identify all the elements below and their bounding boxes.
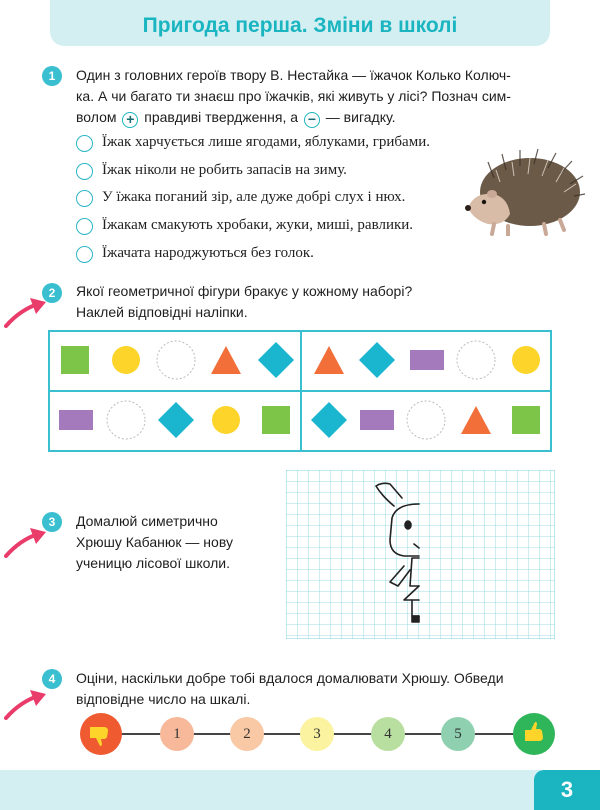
blue-diamond [258,342,294,378]
task2-line1: Якої геометричної фігури бракує у кожному наборі? [76,283,413,299]
thumbs-up-icon[interactable] [513,713,555,755]
task1-line3-a: волом [76,109,117,125]
orange-triangle [314,346,344,374]
statement-3-text: У їжака поганий зір, але дуже добрі слух і нюх. [102,189,406,205]
task3-line2: Хрюшу Кабанюк — нову [76,534,233,550]
task1-line3-b: правдиві твердження, а [144,109,299,125]
task3-line1: Домалюй симетрично [76,513,218,529]
green-square [262,406,290,434]
blue-diamond [158,402,194,438]
task2-line2: Наклей відповідні наліпки. [76,304,248,320]
rating-option-3[interactable]: 3 [300,717,334,751]
task2-instructions [76,281,496,323]
task4-instructions [76,668,556,710]
task1-line1: Один з головних героїв твору В. Нестайка — їжачок Колько Колюч- [76,67,511,83]
task-number-3: 3 [42,512,62,532]
rating-option-2[interactable]: 2 [230,717,264,751]
drawing-grid[interactable] [286,470,555,639]
rating-option-5[interactable]: 5 [441,717,475,751]
task4-line1: Оціни, наскільки добре тобі вдалося домалювати Хрюшу. Обведи [76,670,504,686]
missing-shape-slot [107,401,145,439]
task-number-4: 4 [42,669,62,689]
task1-line3 [76,107,556,128]
arrow-icon [4,688,48,720]
yellow-circle [512,346,540,374]
statement-1-text: Їжак харчується лише ягодами, яблуками, грибами. [102,134,430,150]
task1-line3-c: — вигадку. [325,109,396,125]
missing-shape-slot [407,401,445,439]
task1-instructions [76,65,556,128]
green-square [61,346,89,374]
arrow-icon [4,296,48,328]
statement-4-text: Їжакам смакують хробаки, жуки, миші, равлики. [102,217,414,233]
rating-option-1[interactable]: 1 [160,717,194,751]
thumbs-down-icon[interactable] [80,713,122,755]
statement-5-text: Їжачата народжуються без голок. [102,245,314,261]
purple-rectangle [360,410,394,430]
page-number: 3 [534,770,600,810]
statement-2-text: Їжак ніколи не робить запасів на зиму. [102,162,347,178]
orange-triangle [211,346,241,374]
footer-bar [0,770,600,810]
answer-circle-2[interactable] [76,163,93,180]
missing-shape-slot [457,341,495,379]
task-number-2: 2 [42,283,62,303]
shape-sets [50,332,550,450]
task-number-1: 1 [42,66,62,86]
green-square [512,406,540,434]
blue-diamond [311,402,347,438]
purple-rectangle [59,410,93,430]
task3-instructions [76,511,276,574]
arrow-icon [4,526,48,558]
answer-circle-5[interactable] [76,246,93,263]
answer-circle-1[interactable] [76,135,93,152]
rating-option-4[interactable]: 4 [371,717,405,751]
minus-icon: − [304,112,320,128]
page-title: Пригода перша. Зміни в школі [142,14,458,37]
yellow-circle [112,346,140,374]
answer-circle-3[interactable] [76,190,93,207]
orange-triangle [461,406,491,434]
hedgehog-illustration [464,148,586,236]
yellow-circle [212,406,240,434]
task4-line2: відповідне число на шкалі. [76,691,251,707]
task3-line3: ученицю лісової школи. [76,555,230,571]
shapes-table [48,330,552,452]
blue-diamond [359,342,395,378]
title-bar [50,0,550,46]
answer-circle-4[interactable] [76,218,93,235]
task1-line2: ка. А чи багато ти знаєш про їжачків, які живуть у лісі? Познач сим- [76,88,511,104]
purple-rectangle [410,350,444,370]
missing-shape-slot [157,341,195,379]
plus-icon: + [122,112,138,128]
